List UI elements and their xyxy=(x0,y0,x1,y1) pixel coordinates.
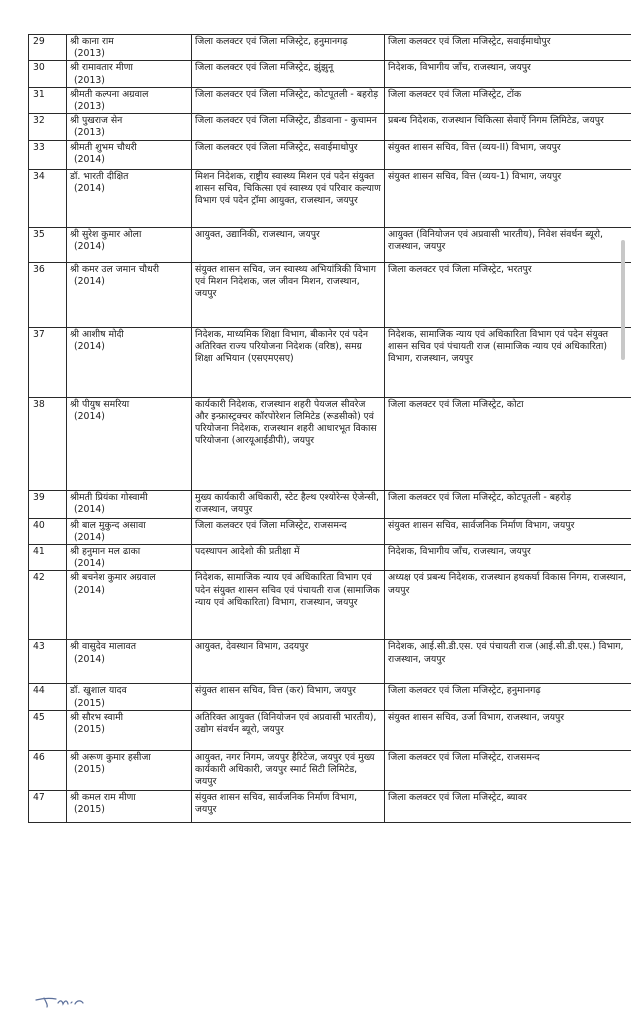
table-row xyxy=(29,140,631,169)
new-post: निदेशक, आई.सी.डी.एस. एवं पंचायती राज (आई.सी.डी.एस.) विभाग, राजस्थान, जयपुर xyxy=(385,640,631,684)
officer-cell xyxy=(67,114,192,140)
current-post: कार्यकारी निदेशक, राजस्थान शहरी पेयजल सीवरेज और इन्फ्रास्ट्रक्चर कॉरपोरेशन लिमिटेड (रूडसीको) एवं परियोजना निदेशक, राजस्थान शहरी आधारभूत विकास परियोजना (आरयूआईडीपी), जयपुर xyxy=(192,397,385,490)
table-row xyxy=(29,61,631,87)
table-row xyxy=(29,684,631,710)
officer-name: श्री बचनेश कुमार अग्रवाल xyxy=(70,572,156,584)
officer-cell xyxy=(67,140,192,169)
new-post: जिला कलक्टर एवं जिला मजिस्ट्रेट, टोंक xyxy=(385,87,631,113)
new-post: आयुक्त (विनियोजन एवं अप्रवासी भारतीय), निवेश संवर्धन ब्यूरो, राजस्थान, जयपुर xyxy=(385,227,631,262)
current-post: निदेशक, माध्यमिक शिक्षा विभाग, बीकानेर एवं पदेन अतिरिक्त राज्य परियोजना निदेशक (वरिष्ठ), समग्र शिक्षा अभियान (एसएमएसए) xyxy=(192,327,385,397)
scrollbar-thumb[interactable] xyxy=(621,240,625,360)
officer-cell xyxy=(67,327,192,397)
batch-year: (2014) xyxy=(74,153,105,165)
new-post: जिला कलक्टर एवं जिला मजिस्ट्रेट, कोटपूतली - बहरोड़ xyxy=(385,490,631,518)
batch-year: (2014) xyxy=(74,410,105,422)
serial-number: 36 xyxy=(29,262,67,327)
new-post: जिला कलक्टर एवं जिला मजिस्ट्रेट, राजसमन्द xyxy=(385,750,631,790)
officer-cell xyxy=(67,571,192,640)
officer-cell xyxy=(67,790,192,822)
new-post: जिला कलक्टर एवं जिला मजिस्ट्रेट, ब्यावर xyxy=(385,790,631,822)
officer-name: श्री सौरभ स्वामी xyxy=(70,711,124,723)
officer-name: श्री पुखराज सेन xyxy=(70,115,123,127)
new-post: जिला कलक्टर एवं जिला मजिस्ट्रेट, भरतपुर xyxy=(385,262,631,327)
officer-name: श्री वासुदेव मालावत xyxy=(70,641,137,653)
officer-cell xyxy=(67,35,192,61)
table-row xyxy=(29,35,631,61)
current-post: जिला कलक्टर एवं जिला मजिस्ट्रेट, डीडवाना - कुचामन xyxy=(192,114,385,140)
batch-year: (2014) xyxy=(74,275,105,287)
table-row xyxy=(29,710,631,750)
current-post: मुख्य कार्यकारी अधिकारी, स्टेट हैल्थ एश्योरेन्स ऐजेन्सी, राजस्थान, जयपुर xyxy=(192,490,385,518)
serial-number: 33 xyxy=(29,140,67,169)
table-row xyxy=(29,327,631,397)
officer-name: श्री कमर उल जमान चौधरी xyxy=(70,263,159,275)
officer-cell xyxy=(67,227,192,262)
current-post: पदस्थापन आदेशो की प्रतीक्षा में xyxy=(192,545,385,571)
batch-year: (2013) xyxy=(74,101,105,113)
table-row xyxy=(29,790,631,822)
new-post: संयुक्त शासन सचिव, वित्त (व्यय-1) विभाग, जयपुर xyxy=(385,169,631,227)
serial-number: 30 xyxy=(29,61,67,87)
officer-cell xyxy=(67,545,192,571)
officer-cell xyxy=(67,87,192,113)
current-post: जिला कलक्टर एवं जिला मजिस्ट्रेट, कोटपूतली - बहरोड़ xyxy=(192,87,385,113)
officer-name: श्रीमती कल्पना अग्रवाल xyxy=(70,88,149,100)
officer-name: श्री हनुमान मल ढाका xyxy=(70,546,141,558)
new-post: निदेशक, विभागीय जाँच, राजस्थान, जयपुर xyxy=(385,545,631,571)
new-post: संयुक्त शासन सचिव, वित्त (व्यय-II) विभाग, जयपुर xyxy=(385,140,631,169)
current-post: जिला कलक्टर एवं जिला मजिस्ट्रेट, सवाईमाधोपुर xyxy=(192,140,385,169)
batch-year: (2013) xyxy=(74,48,105,60)
current-post: आयुक्त, नगर निगम, जयपुर हैरिटेज, जयपुर एवं मुख्य कार्यकारी अधिकारी, जयपुर स्मार्ट सिटी लिमिटेड, जयपुर xyxy=(192,750,385,790)
new-post: निदेशक, विभागीय जाँच, राजस्थान, जयपुर xyxy=(385,61,631,87)
current-post: जिला कलक्टर एवं जिला मजिस्ट्रेट, राजसमन्द xyxy=(192,518,385,544)
officer-cell xyxy=(67,490,192,518)
batch-year: (2014) xyxy=(74,558,105,570)
table-row xyxy=(29,750,631,790)
officer-name: श्री आशीष मोदी xyxy=(70,328,124,340)
current-post: निदेशक, सामाजिक न्याय एवं अधिकारिता विभाग एवं पदेन संयुक्त शासन सचिव एवं पंचायती राज (सामाजिक न्याय एवं अधिकारिता) विभाग, राजस्थान, जयपुर xyxy=(192,571,385,640)
batch-year: (2015) xyxy=(74,724,105,736)
new-post: संयुक्त शासन सचिव, सार्वजनिक निर्माण विभाग, जयपुर xyxy=(385,518,631,544)
current-post: जिला कलक्टर एवं जिला मजिस्ट्रेट, झुंझुनू xyxy=(192,61,385,87)
current-post: संयुक्त शासन सचिव, जन स्वास्थ्य अभियांत्रिकी विभाग एवं मिशन निदेशक, जल जीवन मिशन, राजस्थान, जयपुर xyxy=(192,262,385,327)
serial-number: 32 xyxy=(29,114,67,140)
table-row xyxy=(29,490,631,518)
serial-number: 31 xyxy=(29,87,67,113)
table-row xyxy=(29,571,631,640)
new-post: अध्यक्ष एवं प्रबन्ध निदेशक, राजस्थान हथकर्घा विकास निगम, राजस्थान, जयपुर xyxy=(385,571,631,640)
table-body xyxy=(29,35,631,823)
table-row xyxy=(29,640,631,684)
transfer-list-page xyxy=(28,34,627,823)
officer-name: श्री कमल राम मीणा xyxy=(70,791,136,803)
batch-year: (2014) xyxy=(74,653,105,665)
current-post: अतिरिक्त आयुक्त (विनियोजन एवं अप्रवासी भारतीय), उद्योग संवर्धन ब्यूरो, जयपुर xyxy=(192,710,385,750)
batch-year: (2014) xyxy=(74,584,105,596)
serial-number: 37 xyxy=(29,327,67,397)
table-row xyxy=(29,114,631,140)
serial-number: 34 xyxy=(29,169,67,227)
officer-cell xyxy=(67,640,192,684)
officer-cell xyxy=(67,710,192,750)
batch-year: (2013) xyxy=(74,74,105,86)
current-post: मिशन निदेशक, राष्ट्रीय स्वास्थ्य मिशन एवं पदेन संयुक्त शासन सचिव, चिकित्सा एवं स्वास्थ्य एवं परिवार कल्याण विभाग एवं पदेन ट्रॉमा आयुक्त, राजस्थान, जयपुर xyxy=(192,169,385,227)
officer-name: श्री सुरेश कुमार ओला xyxy=(70,228,142,240)
signature-scribble xyxy=(34,994,94,1008)
serial-number: 47 xyxy=(29,790,67,822)
new-post: प्रबन्ध निदेशक, राजस्थान चिकित्सा सेवाऐं निगम लिमिटेड, जयपुर xyxy=(385,114,631,140)
serial-number: 45 xyxy=(29,710,67,750)
table-row xyxy=(29,87,631,113)
officer-cell xyxy=(67,169,192,227)
serial-number: 44 xyxy=(29,684,67,710)
officer-name: श्री अरूण कुमार हसीजा xyxy=(70,751,151,763)
table-row xyxy=(29,169,631,227)
officer-cell xyxy=(67,684,192,710)
table-row xyxy=(29,397,631,490)
officer-name: श्री बाल मुकुन्द असावा xyxy=(70,519,146,531)
officer-name: डॉ. भारती दीक्षित xyxy=(70,170,129,182)
table-row xyxy=(29,227,631,262)
serial-number: 41 xyxy=(29,545,67,571)
serial-number: 35 xyxy=(29,227,67,262)
table-row xyxy=(29,545,631,571)
serial-number: 42 xyxy=(29,571,67,640)
batch-year: (2014) xyxy=(74,240,105,252)
serial-number: 29 xyxy=(29,35,67,61)
batch-year: (2015) xyxy=(74,804,105,816)
serial-number: 39 xyxy=(29,490,67,518)
batch-year: (2014) xyxy=(74,503,105,515)
officer-name: श्रीमती प्रियंका गोस्वामी xyxy=(70,491,148,503)
officer-name: डॉ. खुशाल यादव xyxy=(70,685,127,697)
officer-name: श्रीमती शुभम चौधरी xyxy=(70,141,137,153)
current-post: आयुक्त, उद्यानिकी, राजस्थान, जयपुर xyxy=(192,227,385,262)
current-post: आयुक्त, देवस्थान विभाग, उदयपुर xyxy=(192,640,385,684)
batch-year: (2014) xyxy=(74,182,105,194)
current-post: संयुक्त शासन सचिव, वित्त (कर) विभाग, जयपुर xyxy=(192,684,385,710)
new-post: संयुक्त शासन सचिव, उर्जा विभाग, राजस्थान, जयपुर xyxy=(385,710,631,750)
table-row xyxy=(29,518,631,544)
officer-cell xyxy=(67,397,192,490)
officer-cell xyxy=(67,750,192,790)
batch-year: (2014) xyxy=(74,531,105,543)
officer-cell xyxy=(67,262,192,327)
officer-cell xyxy=(67,61,192,87)
officer-name: श्री रामावतार मीणा xyxy=(70,62,133,74)
officer-name: श्री काना राम xyxy=(70,36,114,47)
batch-year: (2015) xyxy=(74,764,105,776)
serial-number: 40 xyxy=(29,518,67,544)
new-post: जिला कलक्टर एवं जिला मजिस्ट्रेट, कोटा xyxy=(385,397,631,490)
transfer-table xyxy=(28,34,631,823)
officer-cell xyxy=(67,518,192,544)
new-post: निदेशक, सामाजिक न्याय एवं अधिकारिता विभाग एवं पदेन संयुक्त शासन सचिव एवं पंचायती राज (सामाजिक न्याय एवं अधिकारिता) विभाग, राजस्थान, जयपुर xyxy=(385,327,631,397)
batch-year: (2015) xyxy=(74,697,105,709)
batch-year: (2013) xyxy=(74,127,105,139)
serial-number: 38 xyxy=(29,397,67,490)
table-row xyxy=(29,262,631,327)
officer-name: श्री पीयुष समरिया xyxy=(70,398,130,410)
batch-year: (2014) xyxy=(74,340,105,352)
serial-number: 46 xyxy=(29,750,67,790)
serial-number: 43 xyxy=(29,640,67,684)
current-post: संयुक्त शासन सचिव, सार्वजनिक निर्माण विभाग, जयपुर xyxy=(192,790,385,822)
new-post: जिला कलक्टर एवं जिला मजिस्ट्रेट, सवाईमाधोपुर xyxy=(385,35,631,61)
new-post: जिला कलक्टर एवं जिला मजिस्ट्रेट, हनुमानगढ़ xyxy=(385,684,631,710)
current-post: जिला कलक्टर एवं जिला मजिस्ट्रेट, हनुमानगढ़ xyxy=(192,35,385,61)
